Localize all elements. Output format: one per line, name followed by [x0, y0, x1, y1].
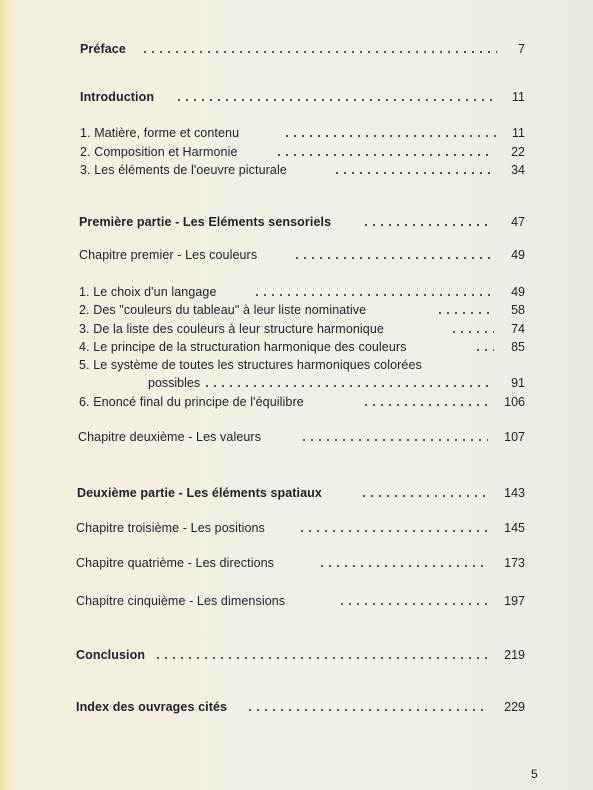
- dot-leader: [246, 709, 488, 711]
- dot-leader: [203, 385, 491, 387]
- toc-page-number: 47: [511, 215, 525, 229]
- toc-page-number: 34: [511, 163, 525, 177]
- toc-entry-part: [0, 484, 593, 502]
- toc-entry-section: [0, 283, 593, 301]
- toc-page-number: 229: [504, 700, 525, 714]
- dot-leader: [318, 565, 488, 567]
- toc-page-number: 7: [518, 42, 525, 56]
- toc-entry-preface: [0, 40, 593, 58]
- toc-page-number: 85: [511, 340, 525, 354]
- dot-leader: [275, 154, 491, 156]
- toc-page-number: 106: [504, 395, 525, 409]
- toc-entry-introduction: [0, 88, 593, 106]
- toc-entry-label-continuation: possibles: [148, 376, 201, 390]
- dot-leader: [338, 603, 488, 605]
- toc-entry-chapter: [0, 428, 593, 446]
- dot-leader: [362, 224, 491, 226]
- toc-entry-chapter: [0, 554, 593, 572]
- dot-leader: [283, 135, 497, 137]
- toc-entry-section: [0, 143, 593, 161]
- toc-entry-section: [0, 161, 593, 179]
- dot-leader: [362, 404, 488, 406]
- toc-entry-label: 2. Des "couleurs du tableau" à leur liste nominative: [79, 303, 367, 317]
- dot-leader: [175, 99, 497, 101]
- toc-entry-section: [0, 356, 593, 392]
- toc-entry-label: Introduction: [80, 90, 155, 104]
- dot-leader: [436, 312, 492, 314]
- dot-leader: [333, 172, 493, 174]
- dot-leader: [450, 331, 494, 333]
- dot-leader: [141, 51, 497, 53]
- toc-page-number: 219: [504, 648, 525, 662]
- toc-entry-label: Deuxième partie - Les éléments spatiaux: [77, 486, 322, 500]
- dot-leader: [253, 294, 491, 296]
- toc-entry-part: [0, 213, 593, 231]
- toc-entry-label: 3. De la liste des couleurs à leur structure harmonique: [79, 322, 384, 336]
- toc-entry-chapter: [0, 519, 593, 537]
- toc-entry-index: [0, 698, 593, 716]
- toc-page-number: 49: [511, 285, 525, 299]
- toc-entry-label: 6. Enoncé final du principe de l'équilibre: [79, 395, 304, 409]
- toc-entry-section: [0, 338, 593, 356]
- toc-entry-label: Préface: [80, 42, 126, 56]
- toc-entry-section: [0, 124, 593, 142]
- toc-entry-label: 1. Le choix d'un langage: [79, 285, 217, 299]
- toc-page-number: 22: [511, 145, 525, 159]
- toc-page-number: 173: [504, 556, 525, 570]
- dot-leader: [154, 657, 488, 659]
- toc-page-number: 145: [504, 521, 525, 535]
- toc-entry-chapter: [0, 592, 593, 610]
- toc-page-number: 91: [511, 376, 525, 390]
- dot-leader: [360, 495, 488, 497]
- toc-entry-label: Chapitre troisième - Les positions: [76, 521, 265, 535]
- toc-entry-label: Index des ouvrages cités: [76, 700, 228, 714]
- toc-entry-section: [0, 301, 593, 319]
- toc-page-number: 74: [511, 322, 525, 336]
- toc-entry-label: Chapitre quatrième - Les directions: [76, 556, 275, 570]
- toc-entry-label: Conclusion: [76, 648, 146, 662]
- toc-entry-label: 2. Composition et Harmonie: [80, 145, 238, 159]
- toc-entry-conclusion: [0, 646, 593, 664]
- toc-entry-section: [0, 320, 593, 338]
- toc-page-number: 49: [511, 248, 525, 262]
- toc-entry-label: Chapitre deuxième - Les valeurs: [78, 430, 262, 444]
- toc-entry-chapter: [0, 246, 593, 264]
- toc-entry-label: 4. Le principe de la structuration harmonique des couleurs: [79, 340, 407, 354]
- toc-page-number: 58: [511, 303, 525, 317]
- toc-page-number: 143: [504, 486, 525, 500]
- toc-entry-label: Chapitre cinquième - Les dimensions: [76, 594, 286, 608]
- toc-page-number: 11: [512, 90, 525, 104]
- toc-entry-section: [0, 393, 593, 411]
- toc-entry-label: 3. Les éléments de l'oeuvre picturale: [80, 163, 287, 177]
- dot-leader: [474, 349, 494, 351]
- toc-entry-label: 1. Matière, forme et contenu: [80, 126, 240, 140]
- dot-leader: [298, 530, 488, 532]
- toc-entry-label: Première partie - Les Eléments sensoriels: [79, 215, 332, 229]
- toc-page-number: 11: [512, 126, 525, 140]
- toc-entry-label: Chapitre premier - Les couleurs: [79, 248, 258, 262]
- dot-leader: [300, 439, 488, 441]
- dot-leader: [293, 257, 491, 259]
- page-folio-number: 5: [531, 767, 538, 781]
- toc-page-number: 107: [504, 430, 525, 444]
- toc-entry-label: 5. Le système de toutes les structures harmoniques colorées: [79, 358, 422, 372]
- toc-page-number: 197: [504, 594, 525, 608]
